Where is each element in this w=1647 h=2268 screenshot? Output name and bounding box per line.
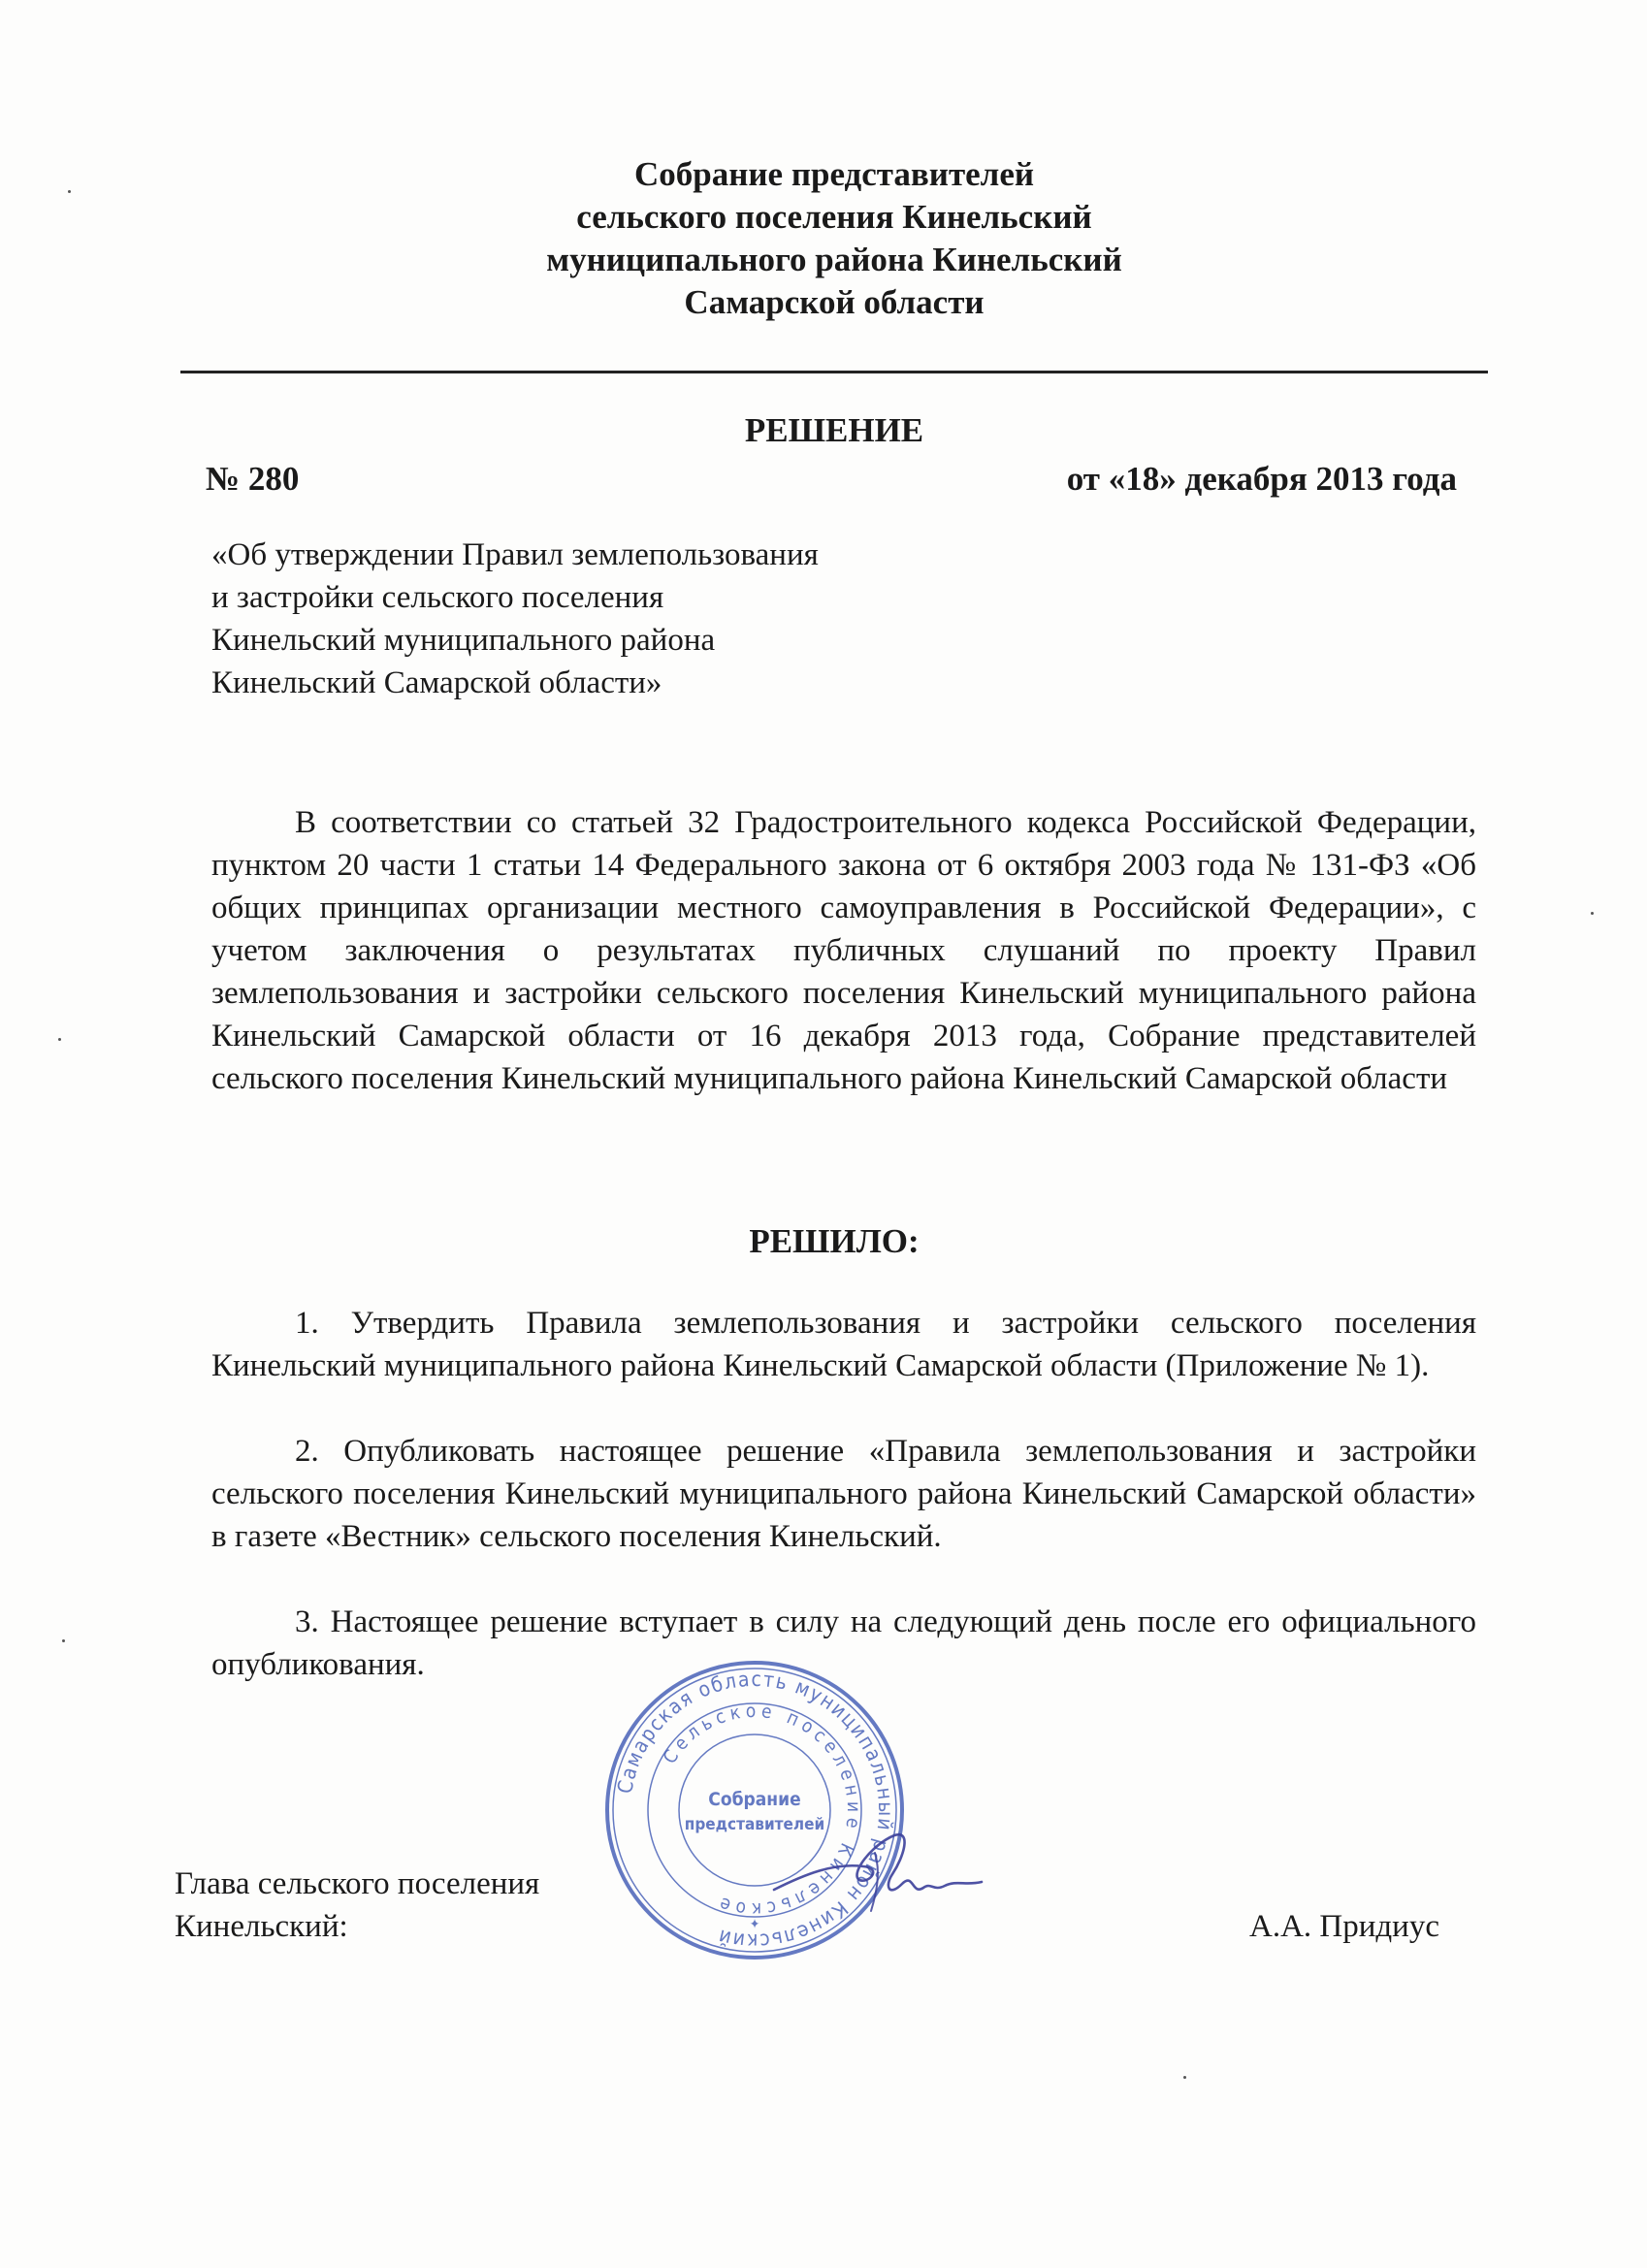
issuer-line-2: сельского поселения Кинельский bbox=[576, 198, 1092, 236]
signatory-position-line-1: Глава сельского поселения bbox=[175, 1866, 540, 1901]
seal-outer-text: Самарская область муниципальный район Кинельский bbox=[613, 1667, 898, 1954]
scan-speck bbox=[68, 190, 71, 193]
handwritten-signature bbox=[766, 1824, 989, 1930]
decision-item-1 bbox=[211, 1302, 1476, 1387]
issuer-line-4: Самарской области bbox=[684, 283, 985, 321]
seal-center-line-1: Собрание bbox=[708, 1789, 801, 1810]
scan-speck bbox=[1183, 2076, 1186, 2079]
preamble-paragraph bbox=[211, 801, 1476, 1100]
seal-inner-text: Сельское поселение Кинельское bbox=[659, 1700, 865, 1921]
decision-item-3-text: 3. Настоящее решение вступает в силу на следующий день после его официального опубликования. bbox=[211, 1604, 1476, 1682]
decision-item-2 bbox=[211, 1430, 1476, 1558]
signatory-position-line-2: Кинельский: bbox=[175, 1909, 348, 1944]
decision-item-1-text: 1. Утвердить Правила землепользования и застройки сельского поселения Кинельский муниципального района Кинельский Самарской области (Приложение № 1). bbox=[211, 1306, 1476, 1383]
subject-line-4: Кинельский Самарской области» bbox=[211, 665, 662, 700]
scan-speck bbox=[1591, 912, 1594, 915]
issuer-line-1: Собрание представителей bbox=[633, 155, 1035, 193]
subject-line-3: Кинельский муниципального района bbox=[211, 623, 716, 658]
subject-line-1: «Об утверждении Правил землепользования bbox=[211, 537, 819, 572]
scan-speck bbox=[62, 1639, 65, 1642]
issuer-header bbox=[175, 153, 1494, 324]
document-subject bbox=[211, 534, 819, 704]
signatory-name: А.А. Придиус bbox=[1248, 1909, 1439, 1944]
decided-heading: РЕШИЛО: bbox=[749, 1222, 920, 1260]
signatory-position bbox=[175, 1863, 539, 1948]
subject-line-2: и застройки сельского поселения bbox=[211, 580, 664, 615]
issuer-line-3: муниципального района Кинельский bbox=[546, 241, 1122, 278]
document-number: № 280 bbox=[206, 460, 300, 498]
svg-text:✦: ✦ bbox=[749, 1917, 760, 1932]
document-date: от «18» декабря 2013 года bbox=[1066, 460, 1457, 498]
seal-center-line-2: представителей bbox=[684, 1815, 825, 1834]
decision-item-2-text: 2. Опубликовать настоящее решение «Правила землепользования и застройки сельского поселения Кинельский муниципального района Кинельский Самарской области» в газете «Вестник» сельского поселения Кинельский. bbox=[211, 1434, 1476, 1554]
scan-speck bbox=[58, 1038, 61, 1041]
preamble-text: В соответствии со статьей 32 Градостроительного кодекса Российской Федерации, пунктом 20 части 1 статьи 14 Федерального закона от 6 октября 2003 года № 131-ФЗ «Об общих принципах организации местного самоуправления в Российской Федерации», с учетом заключения о результатах публичных слушаний по проекту Правил землепользования и застройки сельского поселения Кинельский муниципального района Кинельский Самарской области от 16 декабря 2013 года, Собрание представителей сельского поселения Кинельский муниципального района Кинельский Самарской области bbox=[211, 805, 1476, 1096]
header-divider bbox=[180, 371, 1488, 373]
document-title: РЕШЕНИЕ bbox=[744, 411, 924, 449]
